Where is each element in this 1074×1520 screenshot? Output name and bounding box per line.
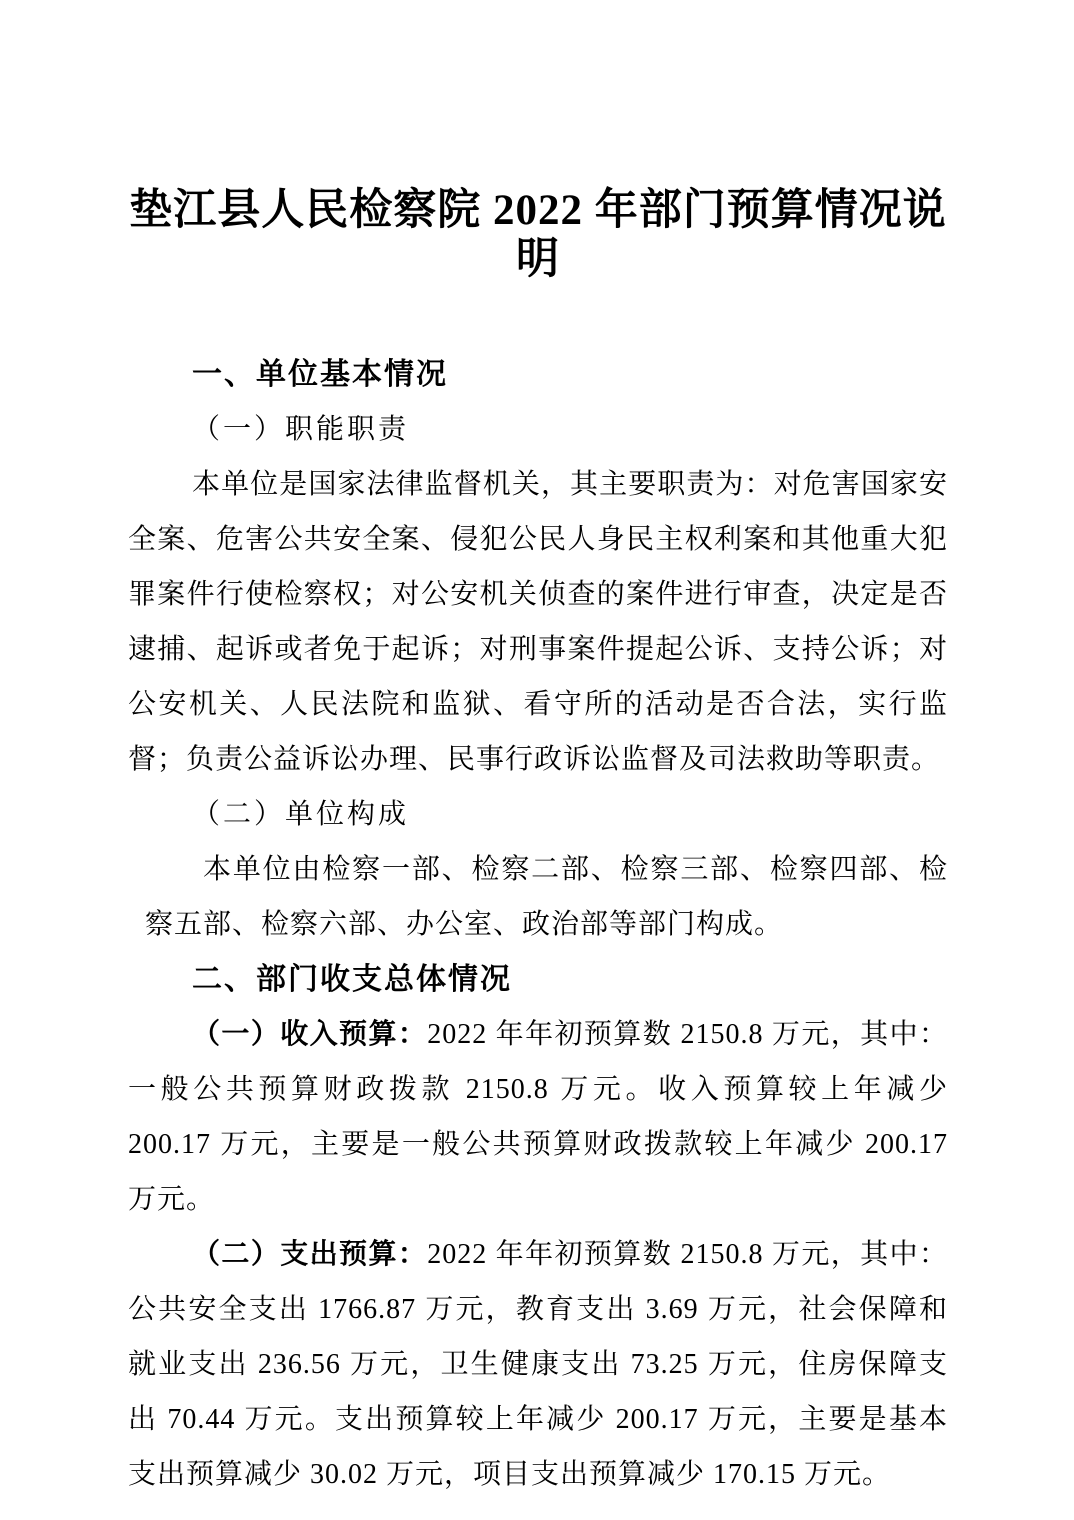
document-title: 垫江县人民检察院 2022 年部门预算情况说明 bbox=[129, 187, 947, 284]
income-budget-lead: （一）收入预算： bbox=[192, 1018, 428, 1050]
sub-heading-composition: （二）单位构成 bbox=[192, 798, 410, 830]
paragraph-composition: 本单位由检察一部、检察二部、检察三部、检察四部、检察五部、检察六部、办公室、政治部等部门构成。 bbox=[145, 853, 948, 940]
expense-budget-text: 2022 年年初预算数 2150.8 万元，其中：公共安全支出 1766.87 万元，教育支出 3.69 万元，社会保障和就业支出 236.56 万元，卫生健康支出 73.25 万元，住房保障支出 70.44 万元。支出预算较上年减少 200.17 万元，主要是基本支出预算减少 30.02 万元，项目支出预算减少 170.15 万元。 bbox=[128, 1238, 948, 1490]
paragraph-expense-budget bbox=[128, 1227, 948, 1502]
paragraph-income-budget bbox=[128, 1007, 948, 1227]
expense-budget-lead: （二）支出预算： bbox=[192, 1238, 428, 1270]
section-heading-basic-info: 一、单位基本情况 bbox=[192, 357, 448, 391]
paragraph-duties: 本单位是国家法律监督机关，其主要职责为：对危害国家安全案、危害公共安全案、侵犯公民人身民主权利案和其他重大犯罪案件行使检察权；对公安机关侦查的案件进行审查，决定是否逮捕、起诉或者免于起诉；对刑事案件提起公诉、支持公诉；对公安机关、人民法院和监狱、看守所的活动是否合法，实行监督；负责公益诉讼办理、民事行政诉讼监督及司法救助等职责。 bbox=[128, 468, 948, 775]
section-heading-budget-overview: 二、部门收支总体情况 bbox=[192, 962, 512, 996]
sub-heading-duties: （一）职能职责 bbox=[192, 413, 410, 445]
income-budget-text: 2022 年年初预算数 2150.8 万元，其中：一般公共预算财政拨款 2150.8 万元。收入预算较上年减少 200.17 万元，主要是一般公共预算财政拨款较上年减少 200.17 万元。 bbox=[128, 1018, 948, 1215]
